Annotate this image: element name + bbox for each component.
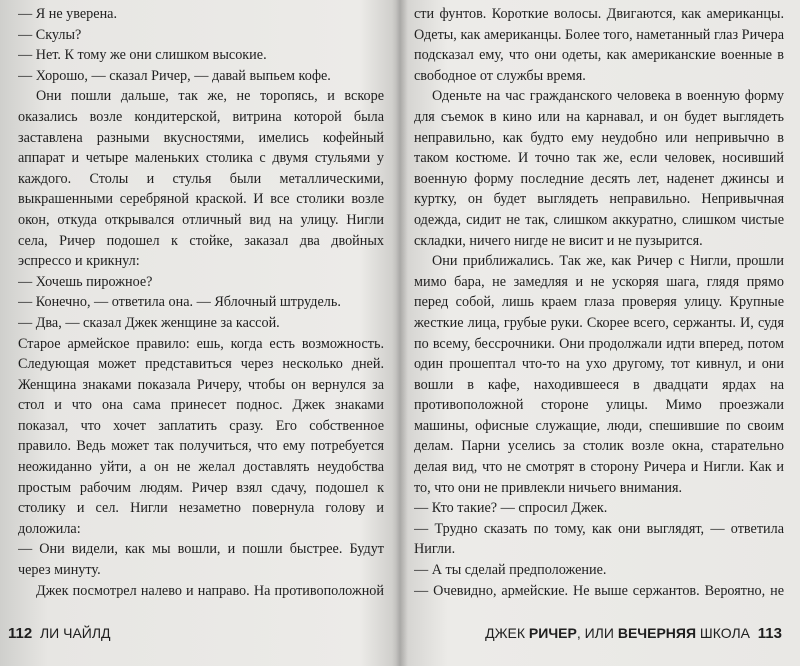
paragraph: Они пошли дальше, так же, не торопясь, и вскоре оказались возле кондитерской, витрина которой была заставлена разными вкусностями, имелись кофейный аппарат и четыре маленьких столика с двумя стульями у каждого. Столы и стулья были металлическими, выкрашенными серебряной краской. И все столики возле окон, откуда открывался отличный вид на улицу. Нигли села, Ричер подошел к стойке, заказал два двойных эспрессо и крикнул: <box>18 88 384 270</box>
paragraph: — Хочешь пирожное? <box>18 273 153 290</box>
paragraph: — Конечно, — ответила она. — Яблочный штрудель. <box>18 294 341 311</box>
paragraph: — Я не уверена. <box>18 6 118 22</box>
left-page-number: 112 <box>8 625 33 642</box>
paragraph: — Очевидно, армейские. Не выше сержантов. Вероятно, не <box>414 582 784 599</box>
paragraph: — Они видели, как мы вошли, и пошли быстрее. Будут через минуту. <box>18 541 384 579</box>
right-page-footer <box>485 625 782 649</box>
left-page-text <box>18 4 384 604</box>
left-page-footer <box>8 625 111 649</box>
paragraph: — Кто такие? — спросил Джек. <box>414 500 608 517</box>
running-title-part: ДЖЕК <box>485 625 529 641</box>
paragraph: Они приближались. Так же, как Ричер с Нигли, прошли мимо бара, не замедляя и не ускоряя шага, глядя прямо перед собой, лишь краем глаза проверяя улицу. Крупные жесткие лица, грубые руки. Скорее всего, сержанты. И, судя по всему, бессрочники. Они продолжали идти вперед, потом один прошептал что-то на ухо другому, тот кивнул, и они вошли в кафе, находившееся в двадцати ярдах на противоположной стороне улицы. Мимо проезжали машины, офисные служащие, люди, спешившие по своим делам. Парни уселись за столик возле окна, старательно делая вид, что не смотрят в сторону Ричера и Нигли. Как и то, что они не привлекли ничьего внимания. <box>414 253 784 496</box>
paragraph: сти фунтов. Короткие волосы. Двигаются, как американцы. Одеты, как американцы. Более того, наметанный глаз Ричера подсказал ему, что они одеты, как американские военные в свободное от службы время. <box>414 6 784 84</box>
paragraph: — Трудно сказать по тому, как они выглядят, — ответила Нигли. <box>414 520 784 558</box>
paragraph: — А ты сделай предположение. <box>414 562 607 579</box>
author-name: ЛИ ЧАЙЛД <box>39 625 111 641</box>
paragraph: — Хорошо, — сказал Ричер, — давай выпьем кофе. <box>18 67 331 84</box>
paragraph: — Скулы? <box>18 26 82 43</box>
paragraph: — Два, — сказал Джек женщине за кассой. <box>18 314 280 331</box>
paragraph: Старое армейское правило: ешь, когда есть возможность. Следующая может представиться через несколько дней. Женщина знаками показала Ричеру, чтобы он вернулся за стол и что она сама принесет поднос. Джек знаками показал, что хочет заплатить сразу. Его собственное правило. Ведь может так получиться, что ему потребуется неожиданно уйти, а он не желал доставлять неудобства простым рабочим людям. Ричер взял сдачу, подошел к столику и сел. Нигли незаметно повернула голову и доложила: <box>18 335 384 537</box>
paragraph: Оденьте на час гражданского человека в военную форму для съемок в кино или на карнавал, и он будет выглядеть неправильно, как будто ему неудобно или непривычно в таком костюме. И точно так же, если человек, носивший военную форму последние десять лет, наденет джинсы и куртку, он будет выглядеть неправильно. Непривычная одежда, сидит не так, слишком аккуратно, слишком чистые складки, ничего нигде не висит и не пузырится. <box>414 88 784 249</box>
running-title-part: РИЧЕР <box>528 625 577 641</box>
running-title-part: ШКОЛА <box>696 625 751 641</box>
book-spine <box>392 0 408 666</box>
right-page-text <box>414 4 784 604</box>
running-title-part: , ИЛИ <box>576 625 618 641</box>
running-title-part: ВЕЧЕРНЯЯ <box>617 625 697 641</box>
right-page-number: 113 <box>757 625 782 642</box>
paragraph: — Нет. К тому же они слишком высокие. <box>18 47 267 64</box>
paragraph: Джек посмотрел налево и направо. На противоположной <box>36 582 384 599</box>
